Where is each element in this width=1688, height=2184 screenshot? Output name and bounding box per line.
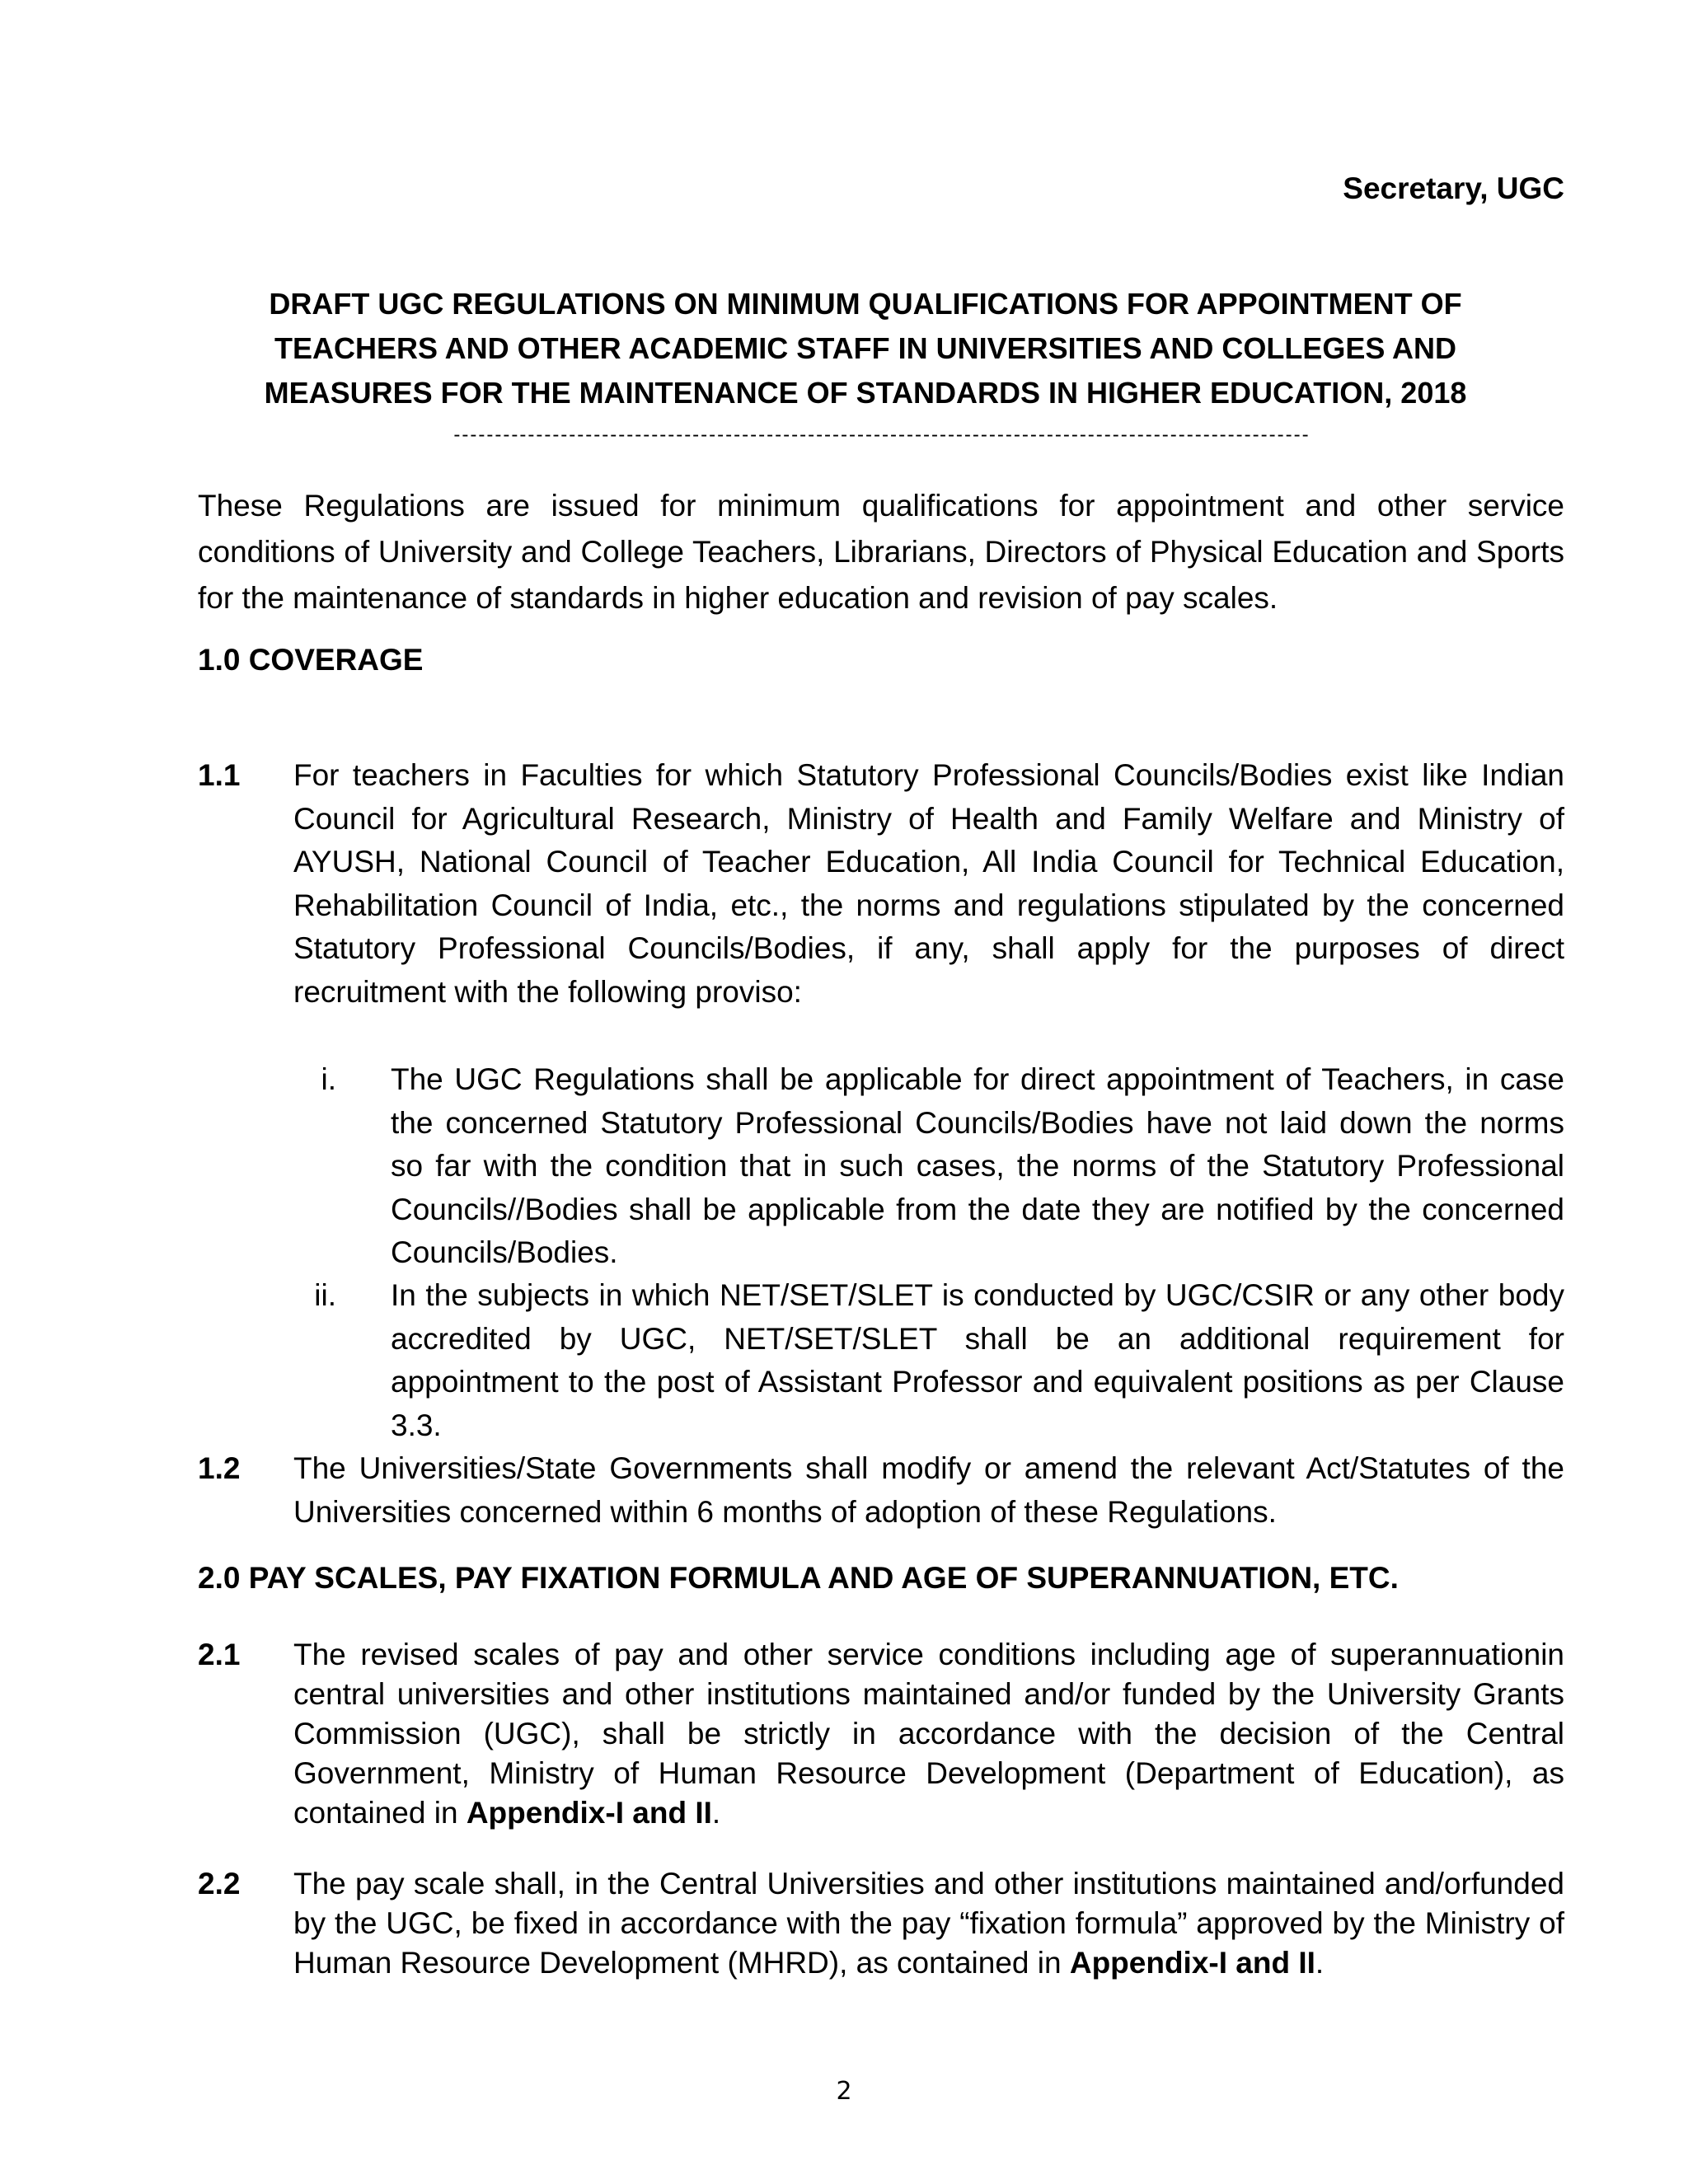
- clause-2-2: [198, 1864, 1564, 1983]
- document-title: [190, 282, 1541, 415]
- clause-number: 1.2: [198, 1451, 241, 1485]
- section-1-heading: 1.0 COVERAGE: [198, 643, 424, 677]
- page-number: 2: [836, 2077, 852, 2106]
- clause-text: [293, 1635, 1564, 1833]
- title-line-2: TEACHERS AND OTHER ACADEMIC STAFF IN UNIVERSITIES AND COLLEGES AND: [274, 331, 1457, 365]
- separator-line: --------------------------------------------------------------------------------------------------------: [453, 424, 1311, 446]
- clause-number: 2.2: [198, 1867, 241, 1900]
- clause-body: The revised scales of pay and other service conditions including age of superannuationin central universities and other institutions maintained and/or funded by the University Grants Commission (UGC), shall be strictly in accordance with the decision of the Central Government, Ministry of Human Resource Development (Department of Education), as contained in: [293, 1638, 1564, 1830]
- clause-body: The pay scale shall, in the Central Universities and other institutions maintained and/orfunded by the UGC, be fixed in accordance with the pay “fixation formula” approved by the Ministry of Human Resource Development (MHRD), as contained in: [293, 1867, 1564, 1980]
- signatory: Secretary, UGC: [1343, 171, 1564, 205]
- clause-text: The Universities/State Governments shall modify or amend the relevant Act/Statutes of the Universities concerned within 6 months of adoption of these Regulations.: [293, 1451, 1564, 1529]
- title-line-3: MEASURES FOR THE MAINTENANCE OF STANDARDS IN HIGHER EDUCATION, 2018: [264, 376, 1467, 410]
- proviso-number: i.: [321, 1062, 336, 1096]
- clause-1-1: [198, 754, 1564, 1014]
- appendix-reference: Appendix-I and II: [466, 1796, 712, 1830]
- proviso-ii: [293, 1274, 1564, 1447]
- clause-end: .: [711, 1796, 721, 1830]
- clause-text: [293, 1864, 1564, 1983]
- proviso-text: In the subjects in which NET/SET/SLET is conducted by UGC/CSIR or any other body accredited by UGC, NET/SET/SLET shall be an additional requirement for appointment to the post of Assistant Professor and equivalent positions as per Clause 3.3.: [391, 1278, 1564, 1442]
- clause-end: .: [1315, 1946, 1325, 1980]
- proviso-text: The UGC Regulations shall be applicable for direct appointment of Teachers, in case the concerned Statutory Professional Councils/Bodies have not laid down the norms so far with the condition that in such cases, the norms of the Statutory Professional Councils//Bodies shall be applicable from the date they are notified by the concerned Councils/Bodies.: [391, 1062, 1564, 1269]
- clause-number: 1.1: [198, 758, 241, 792]
- section-2-heading: 2.0 PAY SCALES, PAY FIXATION FORMULA AND AGE OF SUPERANNUATION, ETC.: [198, 1561, 1399, 1595]
- proviso-number: ii.: [314, 1278, 336, 1312]
- clause-1-2: [198, 1447, 1564, 1534]
- title-line-1: DRAFT UGC REGULATIONS ON MINIMUM QUALIFICATIONS FOR APPOINTMENT OF: [269, 287, 1462, 321]
- clause-2-1: [198, 1635, 1564, 1833]
- intro-paragraph: These Regulations are issued for minimum qualifications for appointment and other service conditions of University and College Teachers, Librarians, Directors of Physical Education and Sports for the maintenance of standards in higher education and revision of pay scales.: [198, 489, 1564, 615]
- clause-number: 2.1: [198, 1638, 241, 1671]
- proviso-i: [293, 1058, 1564, 1275]
- clause-text: For teachers in Faculties for which Statutory Professional Councils/Bodies exist like Indian Council for Agricultural Research, Ministry of Health and Family Welfare and Ministry of AYUSH, National Council of Teacher Education, All India Council for Technical Education, Rehabilitation Council of India, etc., the norms and regulations stipulated by the concerned Statutory Professional Councils/Bodies, if any, shall apply for the purposes of direct recruitment with the following proviso:: [293, 758, 1564, 1009]
- appendix-reference: Appendix-I and II: [1069, 1946, 1315, 1980]
